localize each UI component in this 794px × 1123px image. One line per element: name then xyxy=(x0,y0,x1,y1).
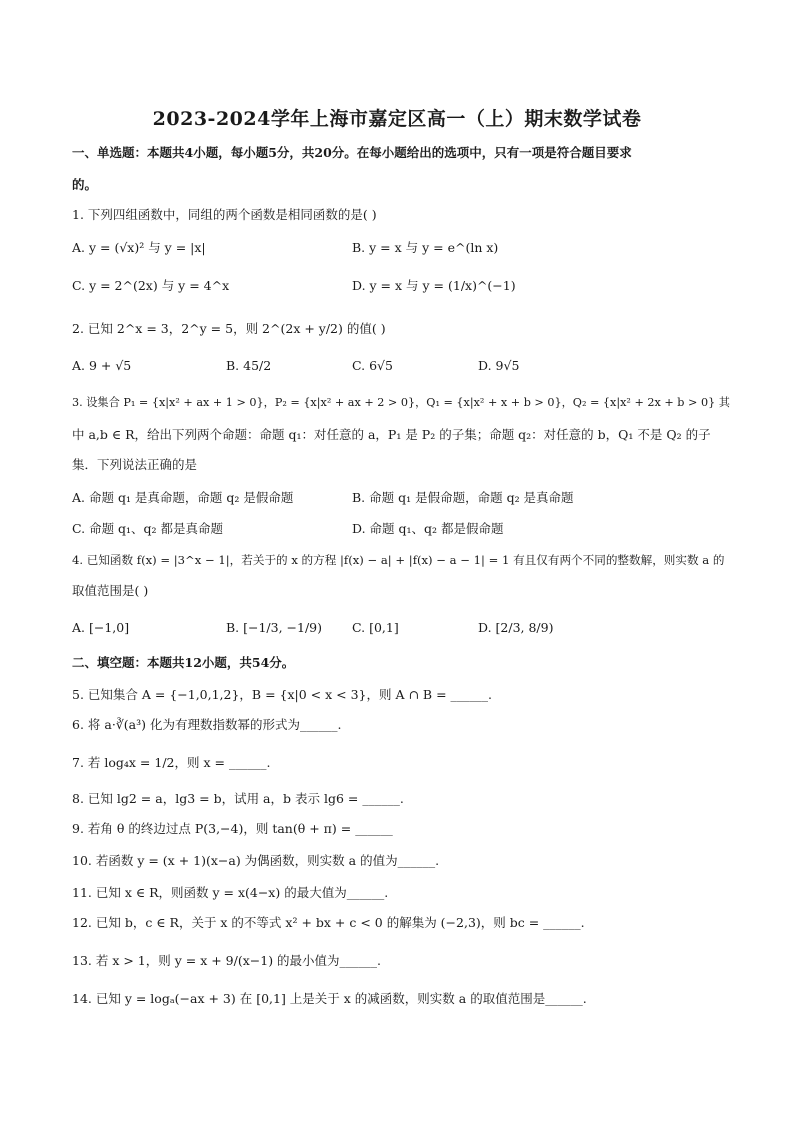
q2-option-b: B. 45/2 xyxy=(226,358,272,373)
fill-question: 8. 已知 lg2 = a，lg3 = b，试用 a，b 表示 lg6 = ______. xyxy=(72,791,404,806)
fill-question: 7. 若 log₄x = 1/2，则 x = ______. xyxy=(72,755,271,770)
fill-question: 14. 已知 y = logₐ(−ax + 3) 在 [0,1] 上是关于 x 的减函数，则实数 a 的取值范围是______. xyxy=(72,991,587,1006)
q1-option-a: A. y = (√x)² 与 y = |x| xyxy=(72,240,206,255)
q2-option-a: A. 9 + √5 xyxy=(72,358,132,373)
q1-stem: 1. 下列四组函数中，同组的两个函数是相同函数的是( ) xyxy=(72,207,377,222)
q2-option-c: C. 6√5 xyxy=(352,358,393,373)
q3-option-d: D. 命题 q₁、q₂ 都是假命题 xyxy=(352,521,504,536)
q4-option-c: C. [0,1] xyxy=(352,620,399,635)
q1-option-d: D. y = x 与 y = (1/x)^(−1) xyxy=(352,278,516,293)
q2-option-d: D. 9√5 xyxy=(478,358,520,373)
q3-option-c: C. 命题 q₁、q₂ 都是真命题 xyxy=(72,521,224,536)
q3-line2: 中 a,b ∈ R，给出下列两个命题：命题 q₁：对任意的 a，P₁ 是 P₂ 的子集；命题 q₂：对任意的 b，Q₁ 不是 Q₂ 的子 xyxy=(72,427,711,442)
fill-question: 9. 若角 θ 的终边过点 P(3,−4)，则 tan(θ + π) = ______ xyxy=(72,821,393,836)
q3-option-a: A. 命题 q₁ 是真命题，命题 q₂ 是假命题 xyxy=(72,490,294,505)
section1-header-cont: 的。 xyxy=(72,177,98,192)
section2-header: 二、填空题：本题共12小题，共54分。 xyxy=(72,655,295,670)
q4-option-d: D. [2/3, 8/9) xyxy=(478,620,554,635)
q3-option-b: B. 命题 q₁ 是假命题，命题 q₂ 是真命题 xyxy=(352,490,574,505)
q2-stem: 2. 已知 2^x = 3，2^y = 5，则 2^(2x + y/2) 的值( ) xyxy=(72,321,386,336)
fill-question: 5. 已知集合 A = {−1,0,1,2}，B = {x|0 < x < 3}，则 A ∩ B = ______. xyxy=(72,687,493,702)
fill-question: 10. 若函数 y = (x + 1)(x−a) 为偶函数，则实数 a 的值为______. xyxy=(72,853,440,868)
q4-option-b: B. [−1/3, −1/9) xyxy=(226,620,323,635)
fill-question: 12. 已知 b，c ∈ R，关于 x 的不等式 x² + bx + c < 0 的解集为 (−2,3)，则 bc = ______. xyxy=(72,915,585,930)
q3-line3: 集．下列说法正确的是 xyxy=(72,457,198,472)
q4-line1: 4. 已知函数 f(x) = |3^x − 1|，若关于的 x 的方程 |f(x) − a| + |f(x) − a − 1| = 1 有且仅有两个不同的整数解，则实数 a 的 xyxy=(72,553,725,567)
q1-option-b: B. y = x 与 y = e^(ln x) xyxy=(352,240,499,255)
q3-line1: 3. 设集合 P₁ = {x|x² + ax + 1 > 0}，P₂ = {x|x² + ax + 2 > 0}，Q₁ = {x|x² + x + b > 0}，Q₂ = {x|x² + 2x + b > 0} 其 xyxy=(72,396,730,409)
page-title: 2023-2024学年上海市嘉定区高一（上）期末数学试卷 xyxy=(152,108,642,130)
fill-question: 6. 将 a·∛(a³) 化为有理数指数幂的形式为______. xyxy=(72,717,342,732)
q4-line2: 取值范围是( ) xyxy=(72,583,149,598)
q4-option-a: A. [−1,0] xyxy=(72,620,130,635)
fill-question: 11. 已知 x ∈ R，则函数 y = x(4−x) 的最大值为______. xyxy=(72,885,389,900)
q1-option-c: C. y = 2^(2x) 与 y = 4^x xyxy=(72,278,230,293)
section1-header: 一、单选题：本题共4小题，每小题5分，共20分。在每小题给出的选项中，只有一项是符合题目要求 xyxy=(72,145,632,160)
fill-question: 13. 若 x > 1，则 y = x + 9/(x−1) 的最小值为______. xyxy=(72,953,382,968)
